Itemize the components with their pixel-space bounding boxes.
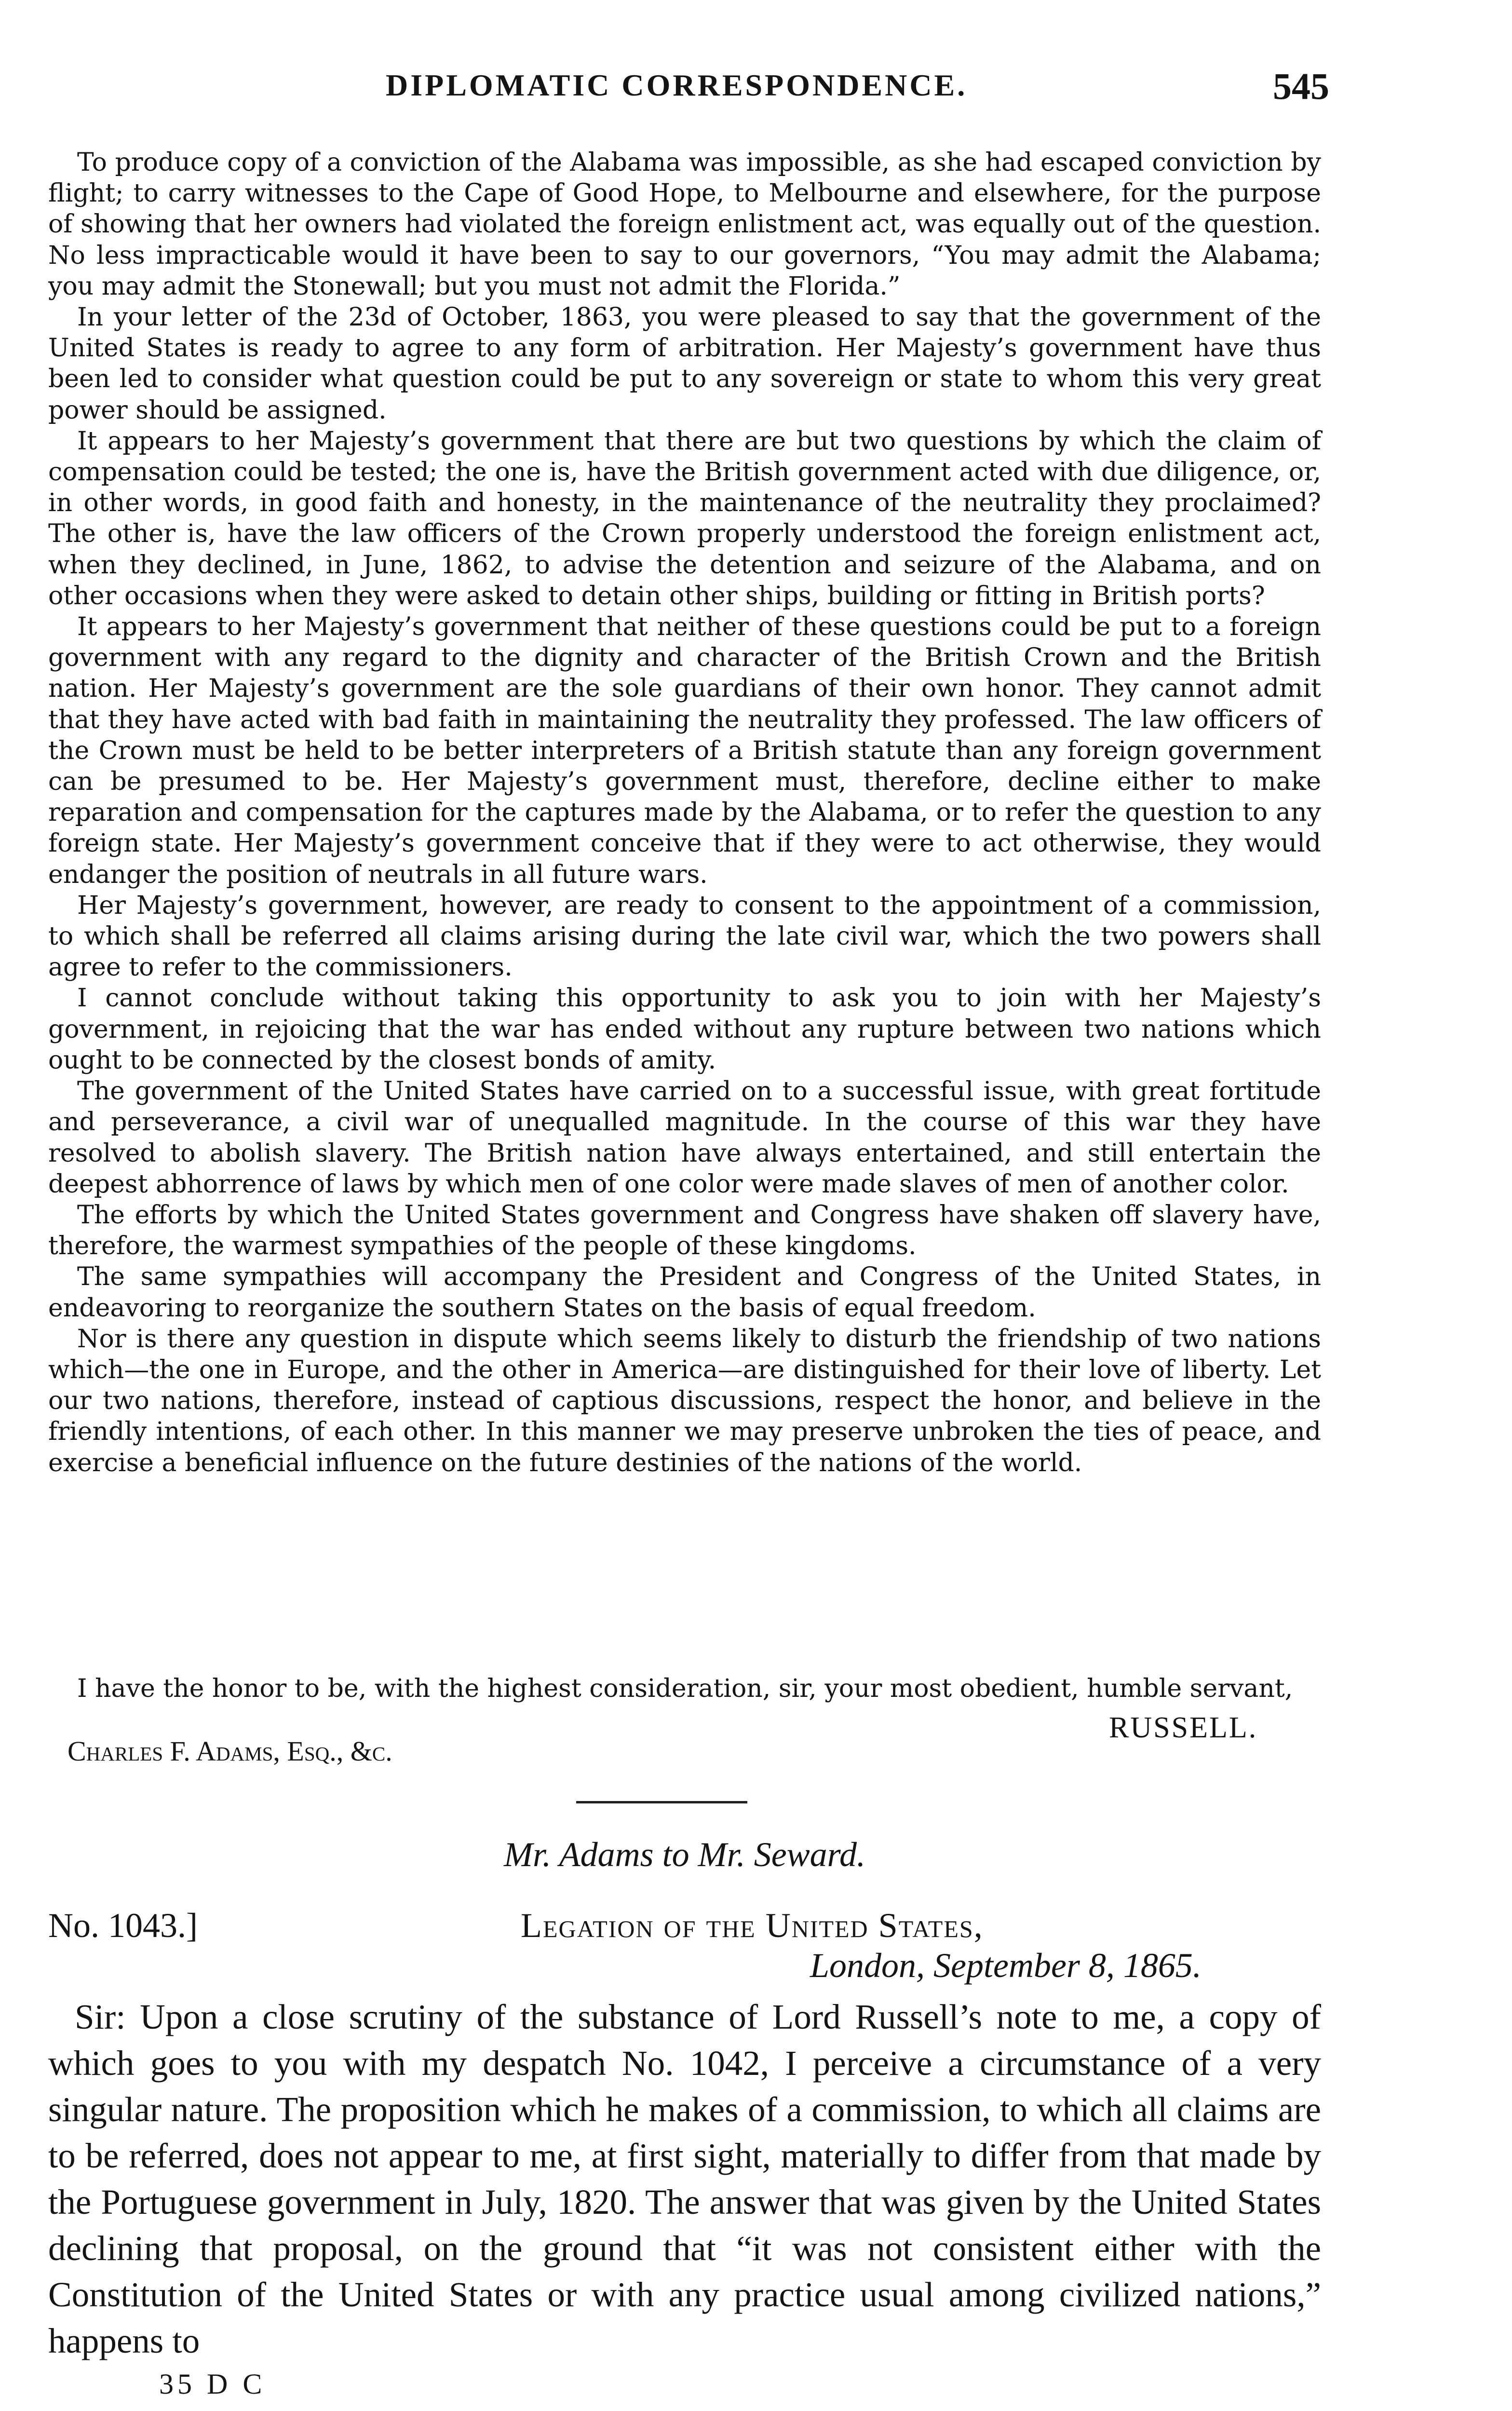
letter-paragraph: In your letter of the 23d of October, 1863, you were pleased to say that the government of the United States is ready to agree to any form of arbitration. Her Majesty’s government have thus been led to consider what question could be put to any sovereign or state to whom this very great power should be assigned.	[48, 303, 1321, 425]
letter-paragraph: The efforts by which the United States government and Congress have shaken off slavery have, therefore, the warmest sympathies of the people of these kingdoms.	[48, 1200, 1321, 1261]
despatch-body	[48, 1994, 1321, 2364]
running-head	[0, 65, 1512, 111]
letter-signature: RUSSELL.	[1109, 1711, 1258, 1744]
letter-paragraph: The same sympathies will accompany the President and Congress of the United States, in endeavoring to reorganize the southern States on the basis of equal freedom.	[48, 1262, 1321, 1323]
letter-paragraph: Nor is there any question in dispute which seems likely to disturb the friendship of two nations which—the one in Europe, and the other in America—are distinguished for their love of liberty. Let our two nations, therefore, instead of captious discussions, respect the honor, and believe in the friendly intentions, of each other. In this manner we may preserve unbroken the ties of peace, and exercise a beneficial influence on the future destinies of the nations of the world.	[48, 1324, 1321, 1477]
despatch-title: Mr. Adams to Mr. Seward.	[503, 1835, 866, 1874]
page-number: 545	[1273, 65, 1329, 107]
letter-paragraph: It appears to her Majesty’s government that there are but two questions by which the claim of compensation could be tested; the one is, have the British government acted with due diligence, or, in other words, in good faith and honesty, in the maintenance of the neutrality they proclaimed? The other is, have the law officers of the Crown properly understood the foreign enlistment act, when they declined, in June, 1862, to advise the detention and seizure of the Alabama, and on other occasions when they were asked to detain other ships, building or fitting in British ports?	[48, 426, 1321, 610]
letter-body	[48, 147, 1321, 1478]
letter-paragraph: To produce copy of a conviction of the Alabama was impossible, as she had escaped conviction by flight; to carry witnesses to the Cape of Good Hope, to Melbourne and elsewhere, for the purpose of showing that her owners had violated the foreign enlistment act, was equally out of the question. No less impracticable would it have been to say to our governors, “You may admit the Alabama; you may admit the Stonewall; but you must not admit the Florida.”	[48, 148, 1321, 301]
letter-paragraph: The government of the United States have carried on to a successful issue, with great fortitude and perseverance, a civil war of unequalled magnitude. In the course of this war they have resolved to abolish slavery. The British nation have always entertained, and still entertain the deepest abhorrence of laws by which men of one color were made slaves of men of another color.	[48, 1077, 1321, 1199]
letter-paragraph: It appears to her Majesty’s government that neither of these questions could be put to a foreign government with any regard to the dignity and character of the British Crown and the British nation. Her Majesty’s government are the sole guardians of their own honor. They cannot admit that they have acted with bad faith in maintaining the neutrality they professed. The law officers of the Crown must be held to be better interpreters of a British statute than any foreign government can be presumed to be. Her Majesty’s government must, therefore, decline either to make reparation and compensation for the captures made by the Alabama, or to refer the question to any foreign state. Her Majesty’s government conceive that if they were to act otherwise, they would endanger the position of neutrals in all future wars.	[48, 612, 1321, 889]
despatch-paragraph: Sir: Upon a close scrutiny of the substance of Lord Russell’s note to me, a copy of which goes to you with my despatch No. 1042, I perceive a circumstance of a very singular nature. The proposition which he makes of a commission, to which all claims are to be referred, does not appear to me, at first sight, materially to differ from that made by the Portuguese government in July, 1820. The answer that was given by the United States declining that proposal, on the ground that “it was not consistent either with the Constitution of the United States or with any practice usual among civilized nations,” happens to	[48, 1997, 1321, 2360]
section-divider	[576, 1801, 747, 1803]
despatch-number: No. 1043.]	[48, 1906, 198, 1945]
running-title: DIPLOMATIC CORRESPONDENCE.	[386, 68, 968, 102]
letter-closing-block	[48, 1673, 1321, 1712]
letter-closing: I have the honor to be, with the highest consideration, sir, your most obedient, humble servant,	[77, 1674, 1293, 1703]
letter-paragraph: I cannot conclude without taking this opportunity to ask you to join with her Majesty’s government, in rejoicing that the war has ended without any rupture between two nations which ought to be connected by the closest bonds of amity.	[48, 984, 1321, 1075]
letter-addressee: Charles F. Adams, Esq., &c.	[68, 1735, 392, 1767]
printer-signature-mark: 35 D C	[159, 2368, 266, 2400]
letter-paragraph: Her Majesty’s government, however, are ready to consent to the appointment of a commission, to which shall be referred all claims arising during the late civil war, which the two powers shall agree to refer to the commissioners.	[48, 891, 1321, 982]
despatch-legation: Legation of the United States,	[521, 1906, 984, 1945]
despatch-date: London, September 8, 1865.	[810, 1946, 1202, 1985]
